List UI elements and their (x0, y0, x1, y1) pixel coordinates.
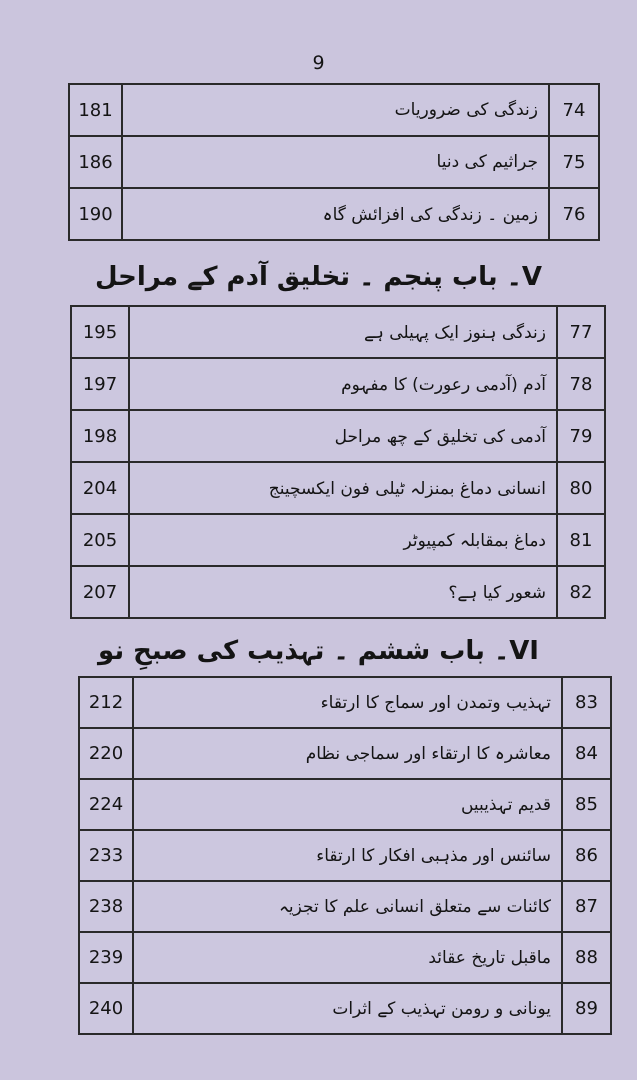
table-row (69, 188, 599, 240)
entry-title: زندگی ہنوز ایک پہیلی ہے (129, 306, 557, 358)
table-row (79, 728, 611, 779)
entry-title: تہذیب وتمدن اور سماج کا ارتقاء (133, 677, 562, 728)
entry-page: 190 (69, 188, 122, 240)
entry-page: 212 (79, 677, 133, 728)
entry-page: 238 (79, 881, 133, 932)
entry-number: 84 (562, 728, 611, 779)
entry-page: 205 (71, 514, 129, 566)
entry-number: 75 (549, 136, 599, 188)
chapter-heading-text: VI۔ باب ششم ۔ تہذیب کی صبحِ نو (98, 636, 539, 666)
entry-number: 78 (557, 358, 605, 410)
entry-number: 88 (562, 932, 611, 983)
entry-title: آدمی کی تخلیق کے چھ مراحل (129, 410, 557, 462)
entry-title: زمین ۔ زندگی کی افزائش گاہ (122, 188, 549, 240)
entry-number: 89 (562, 983, 611, 1034)
entry-page: 204 (71, 462, 129, 514)
entry-number: 77 (557, 306, 605, 358)
entry-page: 240 (79, 983, 133, 1034)
table-row (79, 779, 611, 830)
toc-table-2 (70, 305, 606, 619)
entry-title: انسانی دماغ بمنزلہ ٹیلی فون ایکسچینج (129, 462, 557, 514)
table-row (71, 358, 605, 410)
entry-number: 79 (557, 410, 605, 462)
chapter-heading (0, 636, 637, 666)
table-row (69, 136, 599, 188)
entry-page: 220 (79, 728, 133, 779)
entry-page: 233 (79, 830, 133, 881)
page-number: 9 (312, 52, 325, 74)
entry-number: 74 (549, 84, 599, 136)
entry-number: 82 (557, 566, 605, 618)
entry-title: شعور کیا ہے؟ (129, 566, 557, 618)
entry-title: ماقبل تاریخ عقائد (133, 932, 562, 983)
table-row (69, 84, 599, 136)
table-row (71, 462, 605, 514)
table-row (71, 306, 605, 358)
entry-number: 81 (557, 514, 605, 566)
toc-table-1 (68, 83, 600, 241)
entry-page: 224 (79, 779, 133, 830)
entry-title: آدم (آدمی رعورت) کا مفہوم (129, 358, 557, 410)
table-row (79, 881, 611, 932)
entry-page: 181 (69, 84, 122, 136)
entry-page: 207 (71, 566, 129, 618)
entry-title: قدیم تہذیبیں (133, 779, 562, 830)
entry-page: 239 (79, 932, 133, 983)
entry-page: 186 (69, 136, 122, 188)
entry-title: زندگی کی ضروریات (122, 84, 549, 136)
entry-number: 83 (562, 677, 611, 728)
table-row (79, 983, 611, 1034)
entry-title: جراثیم کی دنیا (122, 136, 549, 188)
table-row (71, 566, 605, 618)
entry-title: معاشرہ کا ارتقاء اور سماجی نظام (133, 728, 562, 779)
entry-title: کائنات سے متعلق انسانی علم کا تجزیہ (133, 881, 562, 932)
chapter-heading-text: V۔ باب پنجم ۔ تخلیق آدم کے مراحل (94, 262, 543, 292)
entry-number: 87 (562, 881, 611, 932)
table-row (71, 410, 605, 462)
entry-title: یونانی و رومن تہذیب کے اثرات (133, 983, 562, 1034)
entry-page: 198 (71, 410, 129, 462)
toc-table-3 (78, 676, 612, 1035)
entry-page: 197 (71, 358, 129, 410)
entry-number: 85 (562, 779, 611, 830)
table-row (79, 677, 611, 728)
entry-title: دماغ بمقابلہ کمپیوٹر (129, 514, 557, 566)
chapter-heading (0, 262, 637, 292)
entry-page: 195 (71, 306, 129, 358)
entry-number: 76 (549, 188, 599, 240)
table-row (71, 514, 605, 566)
table-row (79, 932, 611, 983)
entry-number: 86 (562, 830, 611, 881)
entry-title: سائنس اور مذہبی افکار کا ارتقاء (133, 830, 562, 881)
table-row (79, 830, 611, 881)
entry-number: 80 (557, 462, 605, 514)
